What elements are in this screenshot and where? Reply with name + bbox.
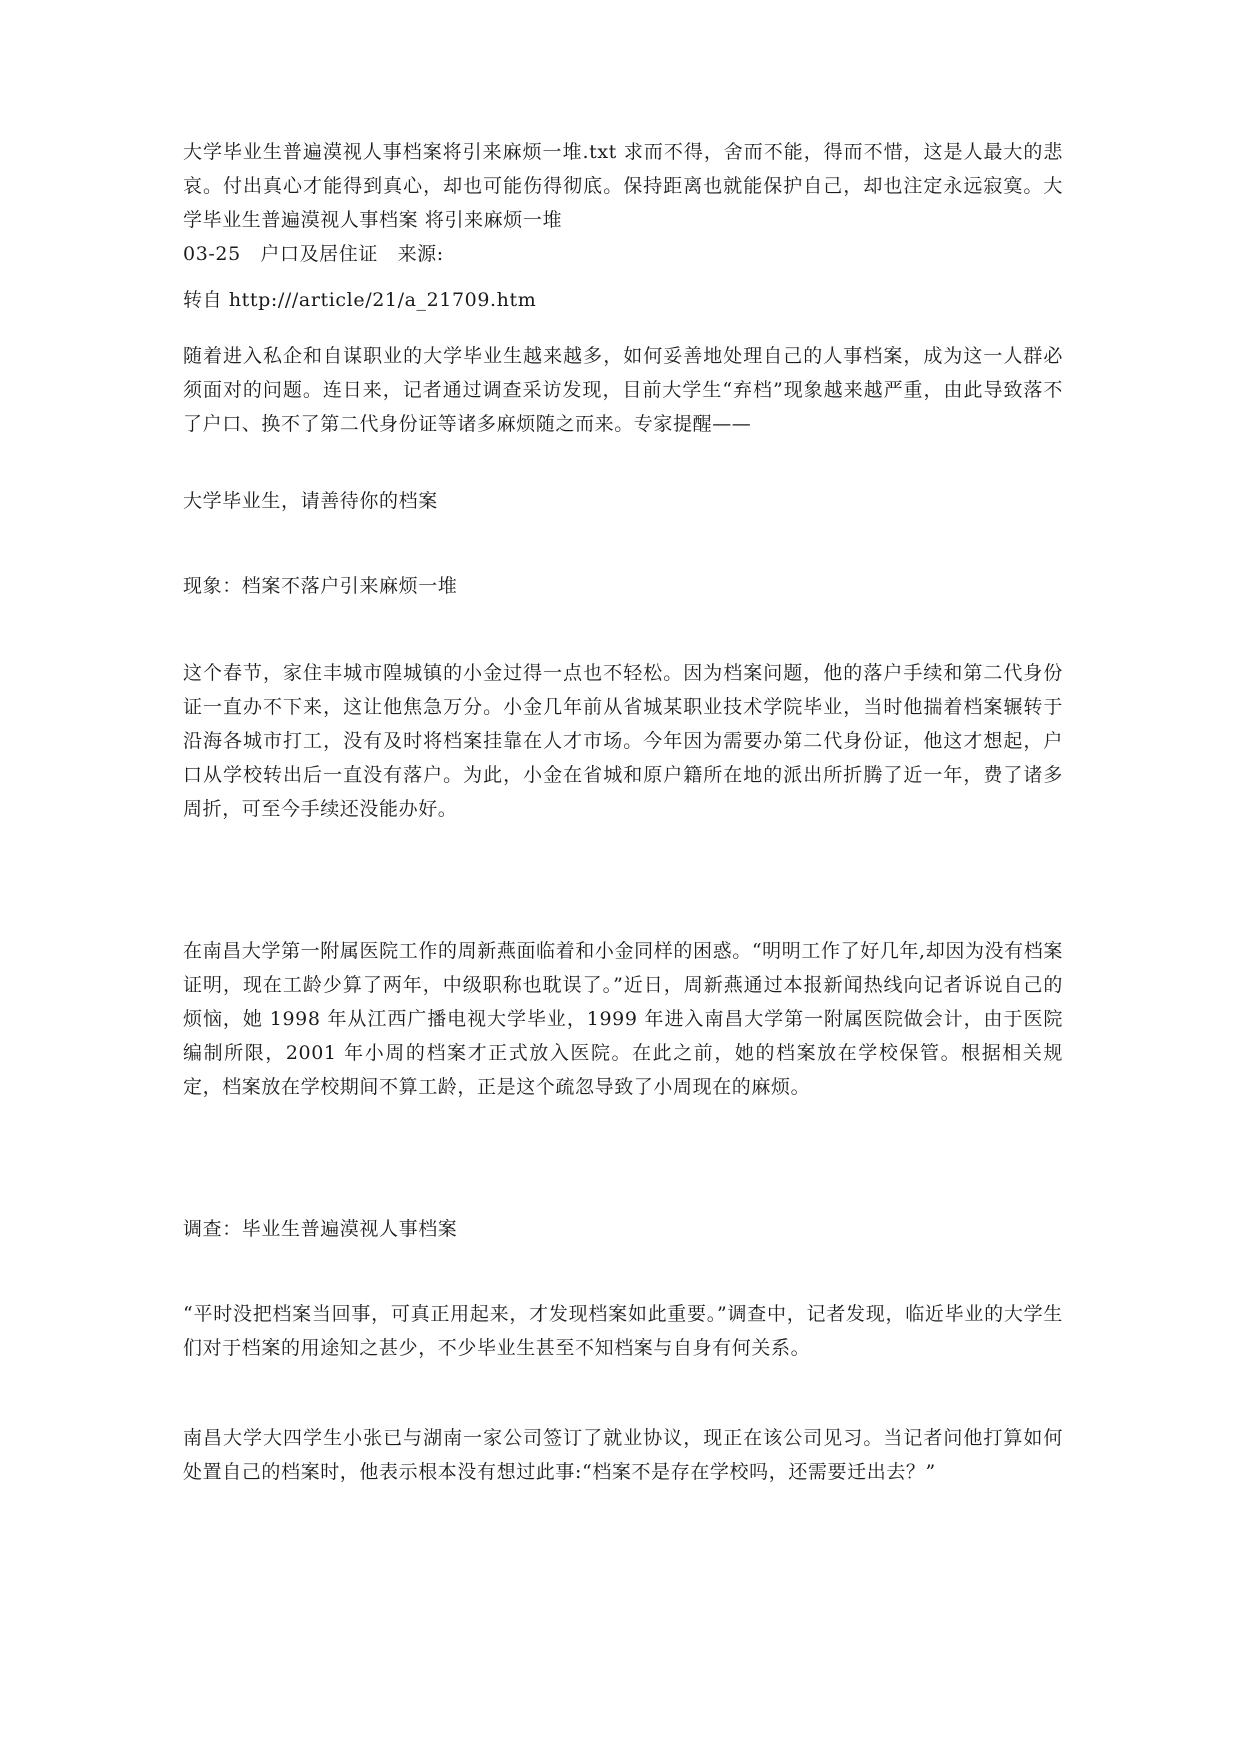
section1-paragraph-2: 在南昌大学第一附属医院工作的周新燕面临着和小金同样的困惑。“明明工作了好几年,却因为没有档案证明，现在工龄少算了两年，中级职称也耽误了。”近日，周新燕通过本报新闻热线向记者诉说自己的烦恼，她 1998 年从江西广播电视大学毕业，1999 年进入南昌大学第一附属医院做会计，由于医院编制所限，2001 年小周的档案才正式放入医院。在此之前，她的档案放在学校保管。根据相关规定，档案放在学校期间不算工龄，正是这个疏忽导致了小周现在的麻烦。 xyxy=(183,940,1063,1098)
section1-paragraph-1: 这个春节，家住丰城市隍城镇的小金过得一点也不轻松。因为档案问题，他的落户手续和第二代身份证一直办不下来，这让他焦急万分。小金几年前从省城某职业技术学院毕业，当时他揣着档案辗转于沿海各城市打工，没有及时将档案挂靠在人才市场。今年因为需要办第二代身份证，他这才想起，户口从学校转出后一直没有落户。为此，小金在省城和原户籍所在地的派出所折腾了近一年，费了诸多周折，可至今手续还没能办好。 xyxy=(183,662,1063,820)
title-paragraph: 大学毕业生普遍漠视人事档案将引来麻烦一堆.txt 求而不得，舍而不能，得而不惜，这是人最大的悲哀。付出真心才能得到真心，却也可能伤得彻底。保持距离也就能保护自己，却也注定永远寂寞。大学毕业生普遍漠视人事档案 将引来麻烦一堆 xyxy=(183,141,1063,231)
intro-paragraph: 随着进入私企和自谋职业的大学毕业生越来越多，如何妥善地处理自己的人事档案，成为这一人群必须面对的问题。连日来，记者通过调查采访发现，目前大学生“弃档”现象越来越严重，由此导致落不了户口、换不了第二代身份证等诸多麻烦随之而来。专家提醒—— xyxy=(183,345,1063,435)
section2-paragraph-2: 南昌大学大四学生小张已与湖南一家公司签订了就业协议，现正在该公司见习。当记者问他打算如何处置自己的档案时，他表示根本没有想过此事:“档案不是存在学校吗，还需要迁出去？” xyxy=(183,1427,1063,1483)
section-title-investigation: 调查：毕业生普遍漠视人事档案 xyxy=(183,1218,458,1240)
headline: 大学毕业生，请善待你的档案 xyxy=(183,490,438,512)
meta-line: 03-25 户口及居住证 来源: xyxy=(183,243,444,265)
source-line: 转自 http:///article/21/a_21709.htm xyxy=(183,289,537,311)
section-title-phenomenon: 现象：档案不落户引来麻烦一堆 xyxy=(183,575,458,597)
section2-paragraph-1: “平时没把档案当回事，可真正用起来，才发现档案如此重要。”调查中，记者发现，临近毕业的大学生们对于档案的用途知之甚少，不少毕业生甚至不知档案与自身有何关系。 xyxy=(183,1303,1063,1359)
